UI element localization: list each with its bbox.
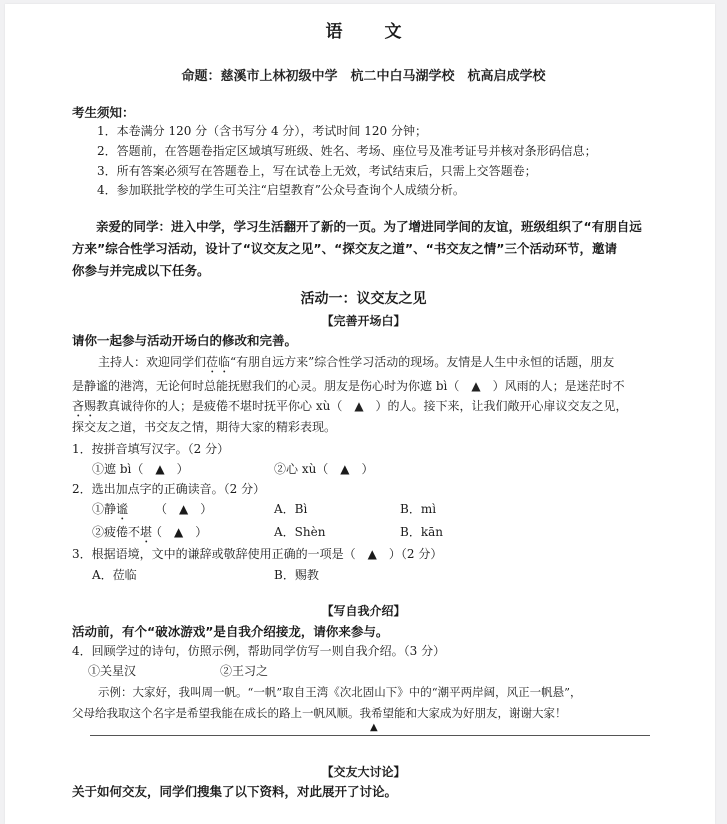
question-3-stem: 3．根据语境，文中的谦辞或敬辞使用正确的一项是（ ▲ ）（2 分） xyxy=(72,547,443,561)
question-4-option: ①关星汉 xyxy=(88,664,137,678)
passage-text: 主持人：欢迎同学们 xyxy=(98,355,207,369)
page-title: 语 文 xyxy=(325,22,420,42)
question-4-option: ②王习之 xyxy=(220,664,269,678)
section-heading: 【完善开场白】 xyxy=(321,314,406,328)
question-2-word xyxy=(92,500,128,523)
answer-marker-triangle: ▲ xyxy=(370,722,378,733)
question-2-stem: 2．选出加点字的正确读音。（2 分） xyxy=(72,482,266,496)
notice-item: 4．参加联批学校的学生可关注“启望教育”公众号查询个人成绩分析。 xyxy=(97,183,465,197)
option-b: B．kān xyxy=(400,525,443,539)
passage-line xyxy=(98,353,614,376)
word-text: ②疲倦不 xyxy=(92,525,141,539)
activity-title: 活动一：议交友之见 xyxy=(300,291,427,307)
intro-line: 亲爱的同学：进入中学，学习生活翻开了新的一页。为了增进同学间的友谊，班级组织了“有朋自远 xyxy=(96,219,642,234)
notice-item: 1．本卷满分 120 分（含书写分 4 分），考试时间 120 分钟； xyxy=(97,124,427,138)
section-heading: 【交友大讨论】 xyxy=(321,765,406,779)
dotted-word: 谧 xyxy=(116,502,129,516)
example-line: 示例：大家好，我叫周一帆。“一帆”取自王湾《次北固山下》中的“潮平两岸阔，风正一帆悬”， xyxy=(98,685,582,699)
question-4-stem: 4．回顾学过的诗句，仿照示例，帮助同学仿写一则自我介绍。（3 分） xyxy=(72,644,446,658)
intro-line: 你参与并完成以下任务。 xyxy=(72,263,210,278)
example-line: 父母给我取这个名字是希望我能在成长的路上一帆风顺。我希望能和大家成为好朋友，谢谢大家！ xyxy=(72,706,567,720)
passage-text: “有朋自远方来”综合性学习活动的现场。友情是人生中永恒的话题，朋友 xyxy=(230,355,615,369)
section-instruction: 活动前，有个“破冰游戏”是自我介绍接龙，请你来参与。 xyxy=(72,624,389,639)
dotted-word: 莅临 xyxy=(206,355,231,369)
notice-item: 2．答题前，在答题卷指定区域填写班级、姓名、考场、座位号及准考证号并核对条形码信息； xyxy=(97,144,597,158)
passage-line xyxy=(72,397,628,420)
intro-line: 方来”综合性学习活动，设计了“议交友之见”、“探交友之道”、“书交友之情”三个活动环节，邀请 xyxy=(72,241,618,256)
option-a: A．Bì xyxy=(274,502,308,516)
passage-text: 教真诚待你的人；是疲倦不堪时抚平你心 xù（ ▲ ）的人。接下来，让我们敞开心扉议交友之见， xyxy=(96,399,628,413)
section-heading: 【写自我介绍】 xyxy=(321,604,406,618)
section-instruction: 请你一起参与活动开场白的修改和完善。 xyxy=(72,333,298,348)
question-3-option: B．赐教 xyxy=(274,568,319,582)
question-2-word xyxy=(92,523,152,546)
answer-line xyxy=(90,735,650,736)
notice-item: 3．所有答案必须写在答题卷上，写在试卷上无效，考试结束后，只需上交答题卷； xyxy=(97,164,537,178)
option-a: A．Shèn xyxy=(274,525,326,539)
dotted-word: 吝赐 xyxy=(72,399,97,413)
passage-line: 是静谧的港湾，无论何时总能抚慰我们的心灵。朋友是伤心时为你遮 bì（ ▲ ）风雨的人；是迷茫时不 xyxy=(72,379,625,393)
notice-heading: 考生须知： xyxy=(72,105,135,120)
section-instruction: 关于如何交友，同学们搜集了以下资料，对此展开了讨论。 xyxy=(72,784,398,799)
dotted-word: 堪 xyxy=(140,525,153,539)
byline: 命题：慈溪市上林初级中学 杭二中白马湖学校 杭高启成学校 xyxy=(181,69,546,84)
question-3-option: A．莅临 xyxy=(92,568,137,582)
passage-line: 探交友之道，书交友之情，期待大家的精彩表现。 xyxy=(72,420,337,434)
word-text: ①静 xyxy=(92,502,117,516)
answer-blank: （ ▲ ） xyxy=(150,525,208,539)
question-1-option: ①遮 bì（ ▲ ） xyxy=(92,462,189,476)
option-b: B．mì xyxy=(400,502,437,516)
question-1-option: ②心 xù（ ▲ ） xyxy=(274,462,374,476)
answer-blank: （ ▲ ） xyxy=(155,502,213,516)
question-1-stem: 1．按拼音填写汉字。（2 分） xyxy=(72,442,230,456)
